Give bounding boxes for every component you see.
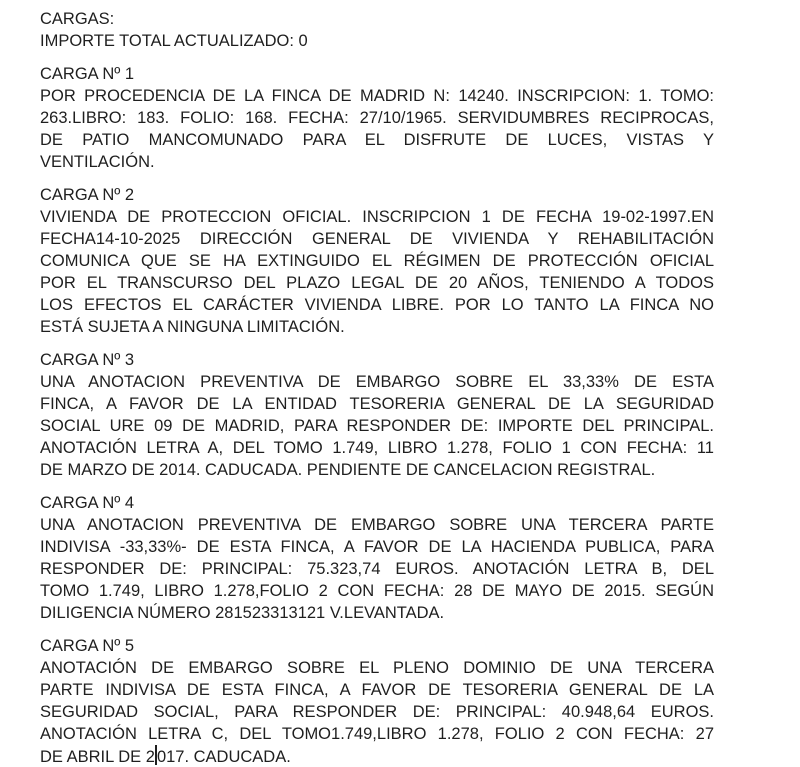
cargas-header-block [40,8,714,52]
carga-text-line: DE MARZO DE 2014. CADUCADA. PENDIENTE DE CANCELACION REGISTRAL. [40,461,656,479]
carga-text-line: ANOTACIÓN LETRA A, DEL TOMO 1.749, LIBRO 1.278, FOLIO 1 CON FECHA: 11 [40,439,714,457]
carga-text-line: 263.LIBRO: 183. FOLIO: 168. FECHA: 27/10/1965. SERVIDUMBRES RECIPROCAS, [40,109,714,127]
carga-text-line: VIVIENDA DE PROTECCION OFICIAL. INSCRIPCION 1 DE FECHA 19-02-1997.EN [40,208,714,226]
cargas-title: CARGAS: [40,10,115,28]
carga-text-line: SEGURIDAD SOCIAL, PARA RESPONDER DE: PRINCIPAL: 40.948,64 EUROS. [40,703,714,721]
carga-text-line: SOCIAL URE 09 DE MADRID, PARA RESPONDER DE: IMPORTE DEL PRINCIPAL. [40,417,714,435]
text-before-caret: DE ABRIL DE 2 [40,748,155,766]
carga-heading: CARGA Nº 3 [40,351,135,369]
text-after-caret: 017. CADUCADA. [156,748,291,766]
carga-block [40,635,714,767]
carga-text-line: POR PROCEDENCIA DE LA FINCA DE MADRID N: 14240. INSCRIPCION: 1. TOMO: [40,87,714,105]
carga-text-line: ANOTACIÓN LETRA C, DEL TOMO1.749,LIBRO 1.278, FOLIO 2 CON FECHA: 27 [40,725,714,743]
carga-text-line: DILIGENCIA NÚMERO 281523313121 V.LEVANTADA. [40,604,445,622]
carga-text-line-with-caret [40,745,714,767]
carga-text-line: LOS EFECTOS EL CARÁCTER VIVIENDA LIBRE. POR LO TANTO LA FINCA NO [40,296,714,314]
carga-text-line: RESPONDER DE: PRINCIPAL: 75.323,74 EUROS. ANOTACIÓN LETRA B, DEL [40,560,714,578]
carga-text-line: ESTÁ SUJETA A NINGUNA LIMITACIÓN. [40,318,345,336]
carga-text-line: COMUNICA QUE SE HA EXTINGUIDO EL RÉGIMEN DE PROTECCIÓN OFICIAL [40,252,714,270]
carga-text-line: DE PATIO MANCOMUNADO PARA EL DISFRUTE DE LUCES, VISTAS Y [40,131,714,149]
carga-block [40,63,714,173]
carga-heading: CARGA Nº 5 [40,637,135,655]
carga-text-line: VENTILACIÓN. [40,153,155,171]
carga-heading: CARGA Nº 2 [40,186,135,204]
carga-block [40,349,714,481]
carga-heading: CARGA Nº 1 [40,65,135,83]
carga-text-line: UNA ANOTACION PREVENTIVA DE EMBARGO SOBRE EL 33,33% DE ESTA [40,373,714,391]
carga-block [40,184,714,338]
cargas-list [40,63,714,767]
carga-text-line: PARTE INDIVISA DE ESTA FINCA, A FAVOR DE TESORERIA GENERAL DE LA [40,681,714,699]
carga-heading: CARGA Nº 4 [40,494,135,512]
carga-text-line: INDIVISA -33,33%- DE ESTA FINCA, A FAVOR DE LA HACIENDA PUBLICA, PARA [40,538,714,556]
carga-text-line: FINCA, A FAVOR DE LA ENTIDAD TESORERIA GENERAL DE LA SEGURIDAD [40,395,714,413]
carga-text-line: POR EL TRANSCURSO DEL PLAZO LEGAL DE 20 AÑOS, TENIENDO A TODOS [40,274,714,292]
carga-text-line: TOMO 1.749, LIBRO 1.278,FOLIO 2 CON FECHA: 28 DE MAYO DE 2015. SEGÚN [40,582,714,600]
carga-text-line: ANOTACIÓN DE EMBARGO SOBRE EL PLENO DOMINIO DE UNA TERCERA [40,659,714,677]
carga-text-line: FECHA14-10-2025 DIRECCIÓN GENERAL DE VIVIENDA Y REHABILITACIÓN [40,230,714,248]
carga-block [40,492,714,624]
importe-total-line: IMPORTE TOTAL ACTUALIZADO: 0 [40,32,308,50]
carga-text-line: UNA ANOTACION PREVENTIVA DE EMBARGO SOBRE UNA TERCERA PARTE [40,516,714,534]
